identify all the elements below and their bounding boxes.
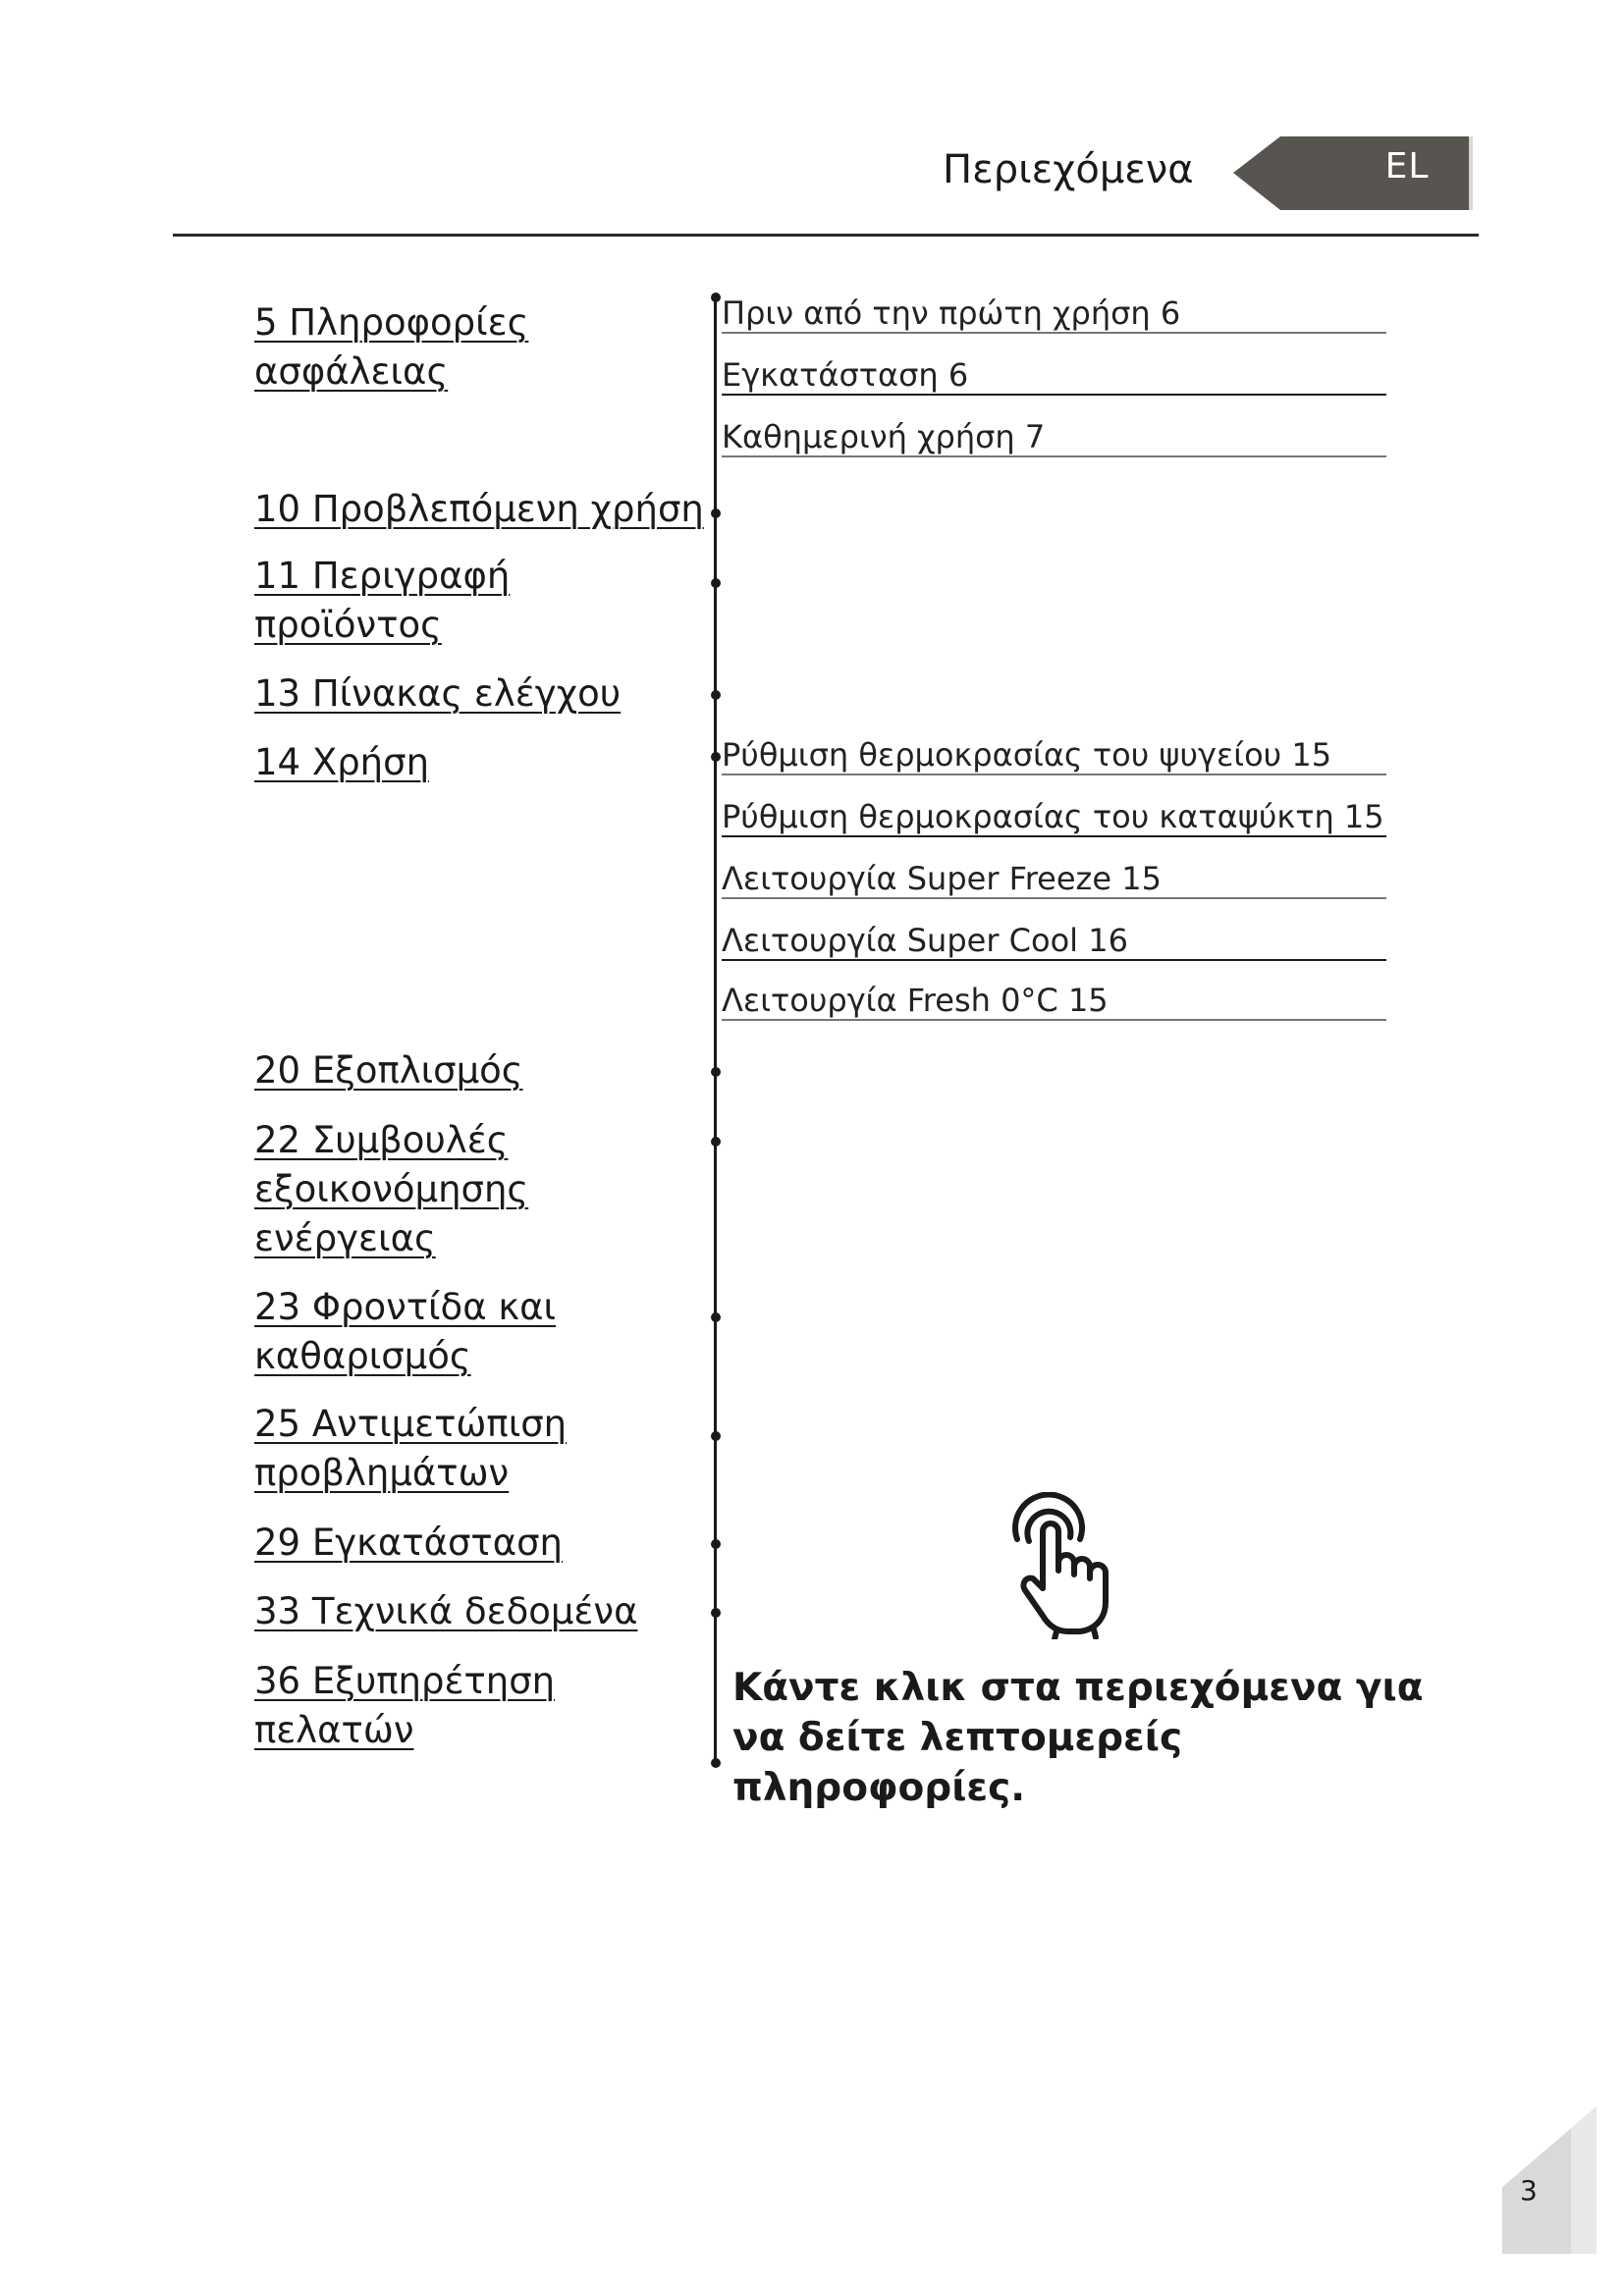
timeline-dot: [711, 508, 721, 518]
timeline-dot: [711, 293, 721, 302]
timeline-dot: [711, 1539, 721, 1549]
toc-item[interactable]: 22 Συμβουλές εξοικονόμησης ενέργειας: [254, 1119, 529, 1259]
toc-subitem[interactable]: Καθημερινή χρήση 7: [722, 418, 1386, 457]
timeline-dot: [711, 752, 721, 762]
page-corner: [1502, 2107, 1597, 2258]
toc-item[interactable]: 36 Εξυπηρέτηση πελατών: [254, 1660, 556, 1751]
toc-item[interactable]: 5 Πληροφορίες ασφάλειας: [254, 301, 529, 393]
timeline-dot: [711, 1608, 721, 1618]
timeline-dot: [711, 1758, 721, 1768]
header-divider: [173, 234, 1479, 237]
timeline-dot: [711, 1431, 721, 1441]
timeline-dot: [711, 1137, 721, 1147]
toc-subitem[interactable]: Πριν από την πρώτη χρήση 6: [722, 294, 1386, 334]
hand-tap-icon: [1000, 1492, 1137, 1643]
toc-item[interactable]: 33 Τεχνικά δεδομένα: [254, 1590, 638, 1632]
toc-item[interactable]: 25 Αντιμετώπιση προβλημάτων: [254, 1403, 568, 1494]
hint-text: [732, 1663, 1459, 1813]
timeline-dot: [711, 690, 721, 700]
toc-item[interactable]: 20 Εξοπλισμός: [254, 1049, 523, 1092]
page-number: 3: [1520, 2174, 1538, 2207]
toc-item[interactable]: 10 Προβλεπόμενη χρήση: [254, 488, 704, 530]
timeline-dot: [711, 1067, 721, 1077]
language-tab: [1233, 136, 1473, 210]
toc-subitem[interactable]: Εγκατάσταση 6: [722, 356, 1386, 396]
toc-subitem[interactable]: Λειτουργία Super Freeze 15: [722, 860, 1386, 899]
hint-message: Κάντε κλικ στα περιεχόμενα για να δείτε λεπτομερείς πληροφορίες.: [732, 1666, 1424, 1810]
toc-subitem[interactable]: Λειτουργία Fresh 0°C 15: [722, 982, 1386, 1021]
language-code: EL: [1384, 146, 1430, 187]
timeline-dot: [711, 1312, 721, 1322]
toc-item[interactable]: 14 Χρήση: [254, 741, 430, 783]
toc-subitem[interactable]: Λειτουργία Super Cool 16: [722, 922, 1386, 961]
toc-subitem[interactable]: Ρύθμιση θερμοκρασίας του ψυγείου 15: [722, 736, 1386, 775]
toc-subitem[interactable]: Ρύθμιση θερμοκρασίας του καταψύκτη 15: [722, 798, 1386, 837]
toc-item[interactable]: 13 Πίνακας ελέγχου: [254, 672, 622, 715]
toc-item[interactable]: 29 Εγκατάσταση: [254, 1522, 563, 1564]
timeline-dot: [711, 578, 721, 588]
toc-item[interactable]: 23 Φροντίδα και καθαρισμός: [254, 1286, 557, 1377]
toc-item[interactable]: 11 Περιγραφή προϊόντος: [254, 555, 511, 646]
page-title: Περιεχόμενα: [943, 147, 1194, 192]
